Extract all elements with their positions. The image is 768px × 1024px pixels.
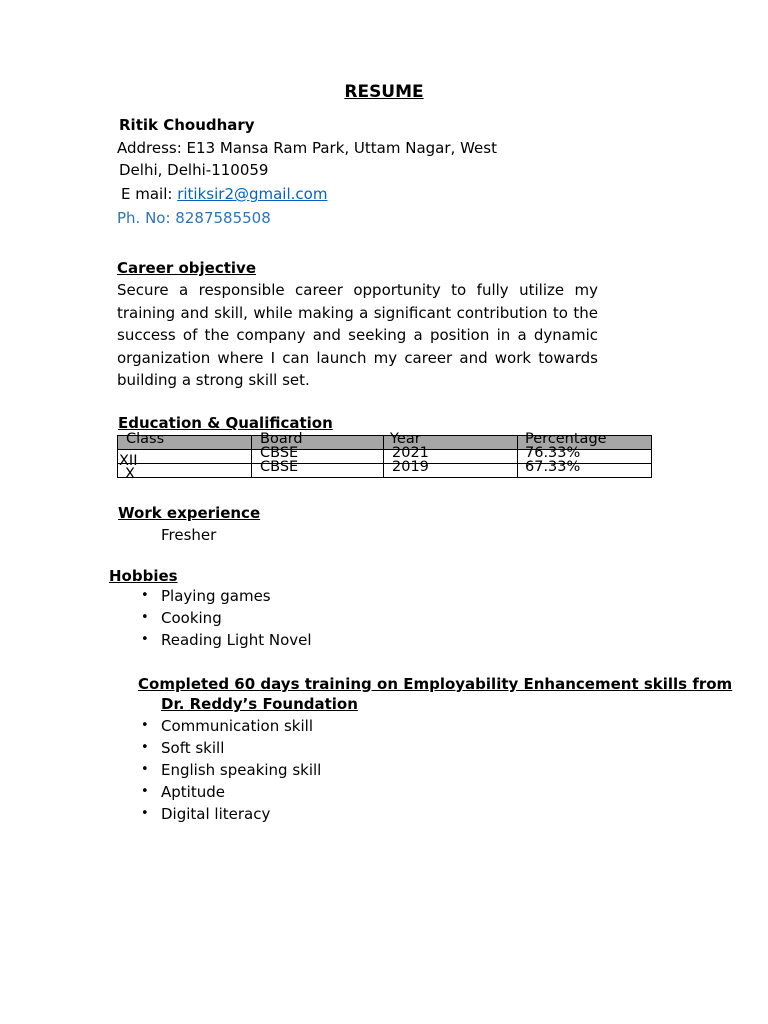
training-heading-line-2: Dr. Reddy’s Foundation [161, 695, 358, 713]
row2-year: 2019 [384, 464, 518, 478]
row1-year: 2021 [384, 450, 518, 464]
row1-class: XII [118, 450, 252, 464]
header-percentage: Percentage [518, 436, 652, 450]
career-objective-text: Secure a responsible career opportunity to fully utilize my training and skill, while making a significant contribution to the success of the company and seeking a position in a dynamic organization where I can launch my career and work towards building a strong skill set. [117, 281, 598, 389]
address-line-1: Address: E13 Mansa Ram Park, Uttam Nagar, West [117, 139, 497, 157]
row2-board: CBSE [252, 464, 384, 478]
work-experience-heading: Work experience [118, 504, 261, 522]
row1-percentage: 76.33% [518, 450, 652, 464]
row1-board: CBSE [252, 450, 384, 464]
address-line-2: Delhi, Delhi-110059 [119, 161, 269, 179]
email-link[interactable]: ritiksir2@gmail.com [177, 185, 328, 203]
header-class: Class [118, 436, 252, 450]
resume-title: RESUME [344, 82, 424, 102]
table-row [118, 464, 652, 478]
list-item: • Soft skill [138, 737, 321, 759]
list-item: • Playing games [138, 585, 312, 607]
training-heading-line-1: Completed 60 days training on Employability Enhancement skills from [138, 675, 733, 693]
list-item: • Reading Light Novel [138, 629, 312, 651]
list-item: • Digital literacy [138, 803, 321, 825]
list-item: • Cooking [138, 607, 312, 629]
row2-class: X [118, 464, 252, 478]
hobbies-list [138, 585, 312, 651]
row2-percentage: 67.33% [518, 464, 652, 478]
training-skills-list [138, 715, 321, 825]
list-item: • Communication skill [138, 715, 321, 737]
email-row [121, 185, 327, 203]
education-heading: Education & Qualification [118, 414, 333, 432]
candidate-name: Ritik Choudhary [119, 116, 255, 134]
hobbies-heading: Hobbies [109, 567, 178, 585]
education-table [117, 431, 652, 482]
phone-number: Ph. No: 8287585508 [117, 209, 271, 227]
email-label: E mail: [121, 185, 178, 203]
header-board: Board [252, 436, 384, 450]
header-year: Year [384, 436, 518, 450]
list-item: • English speaking skill [138, 759, 321, 781]
list-item: • Aptitude [138, 781, 321, 803]
work-experience-value: Fresher [161, 526, 217, 544]
career-objective-heading: Career objective [117, 259, 257, 277]
